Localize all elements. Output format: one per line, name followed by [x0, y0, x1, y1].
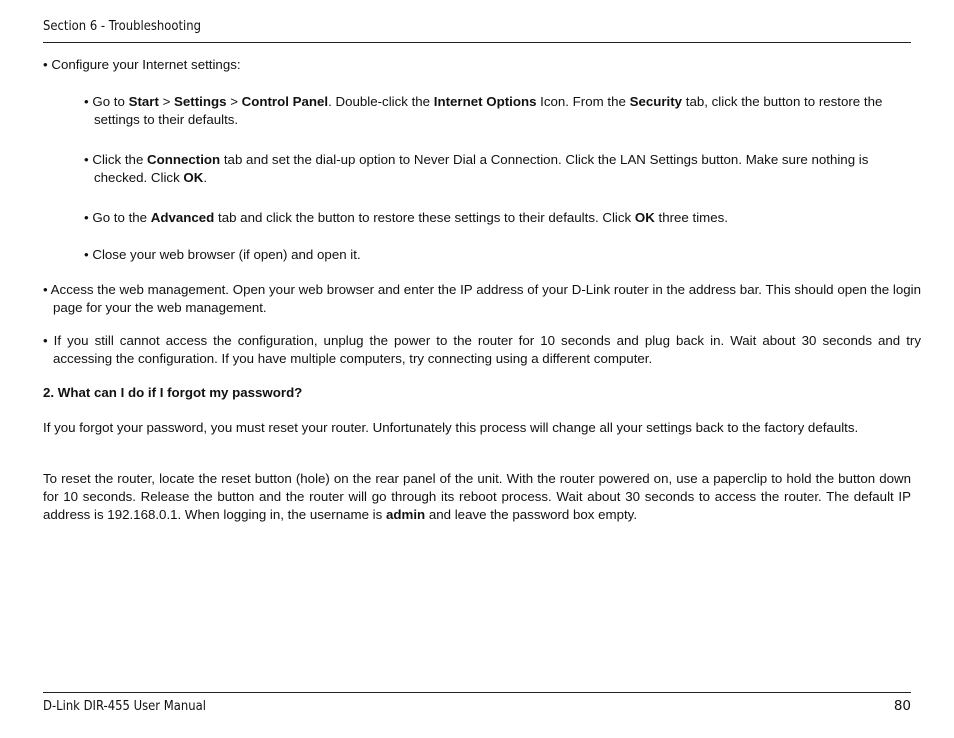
forgot-password-paragraph: If you forgot your password, you must reset your router. Unfortunately this process will change all your settings back to the factory defaults. — [43, 420, 859, 435]
configure-intro: • Configure your Internet settings: — [43, 57, 241, 72]
still-cannot-access: • If you still cannot access the configuration, unplug the power to the router for 10 seconds and plug back in. Wait about 30 seconds and try accessing the configuration. If you have multiple computers, try connecting using a different computer. — [43, 333, 921, 366]
page-number: 80 — [893, 698, 911, 714]
access-web-management: • Access the web management. Open your web browser and enter the IP address of your D-Link router in the address bar. This should open the login page for your the web management. — [43, 282, 921, 315]
manual-title: D-Link DIR-455 User Manual — [43, 698, 206, 714]
footer-divider — [43, 692, 911, 693]
header-divider — [43, 42, 911, 43]
step-internet-options: • Go to Start > Settings > Control Panel. Double-click the Internet Options Icon. From the Security tab, click the button to restore the settings to their defaults. — [84, 94, 883, 127]
step-advanced-tab: • Go to the Advanced tab and click the button to restore these settings to their defaults. Click OK three times. — [84, 210, 728, 225]
step-close-browser: • Close your web browser (if open) and open it. — [84, 247, 361, 262]
question-forgot-password: 2. What can I do if I forgot my password? — [43, 385, 303, 400]
step-connection-tab: • Click the Connection tab and set the dial-up option to Never Dial a Connection. Click the LAN Settings button. Make sure nothing is checked. Click OK. — [84, 152, 869, 185]
reset-router-paragraph: To reset the router, locate the reset button (hole) on the rear panel of the unit. With the router powered on, use a paperclip to hold the button down for 10 seconds. Release the button and the router will go through its reboot process. Wait about 30 seconds to access the router. The default IP address is 192.168.0.1. When logging in, the username is admin and leave the password box empty. — [43, 471, 911, 522]
section-header: Section 6 - Troubleshooting — [43, 18, 202, 34]
